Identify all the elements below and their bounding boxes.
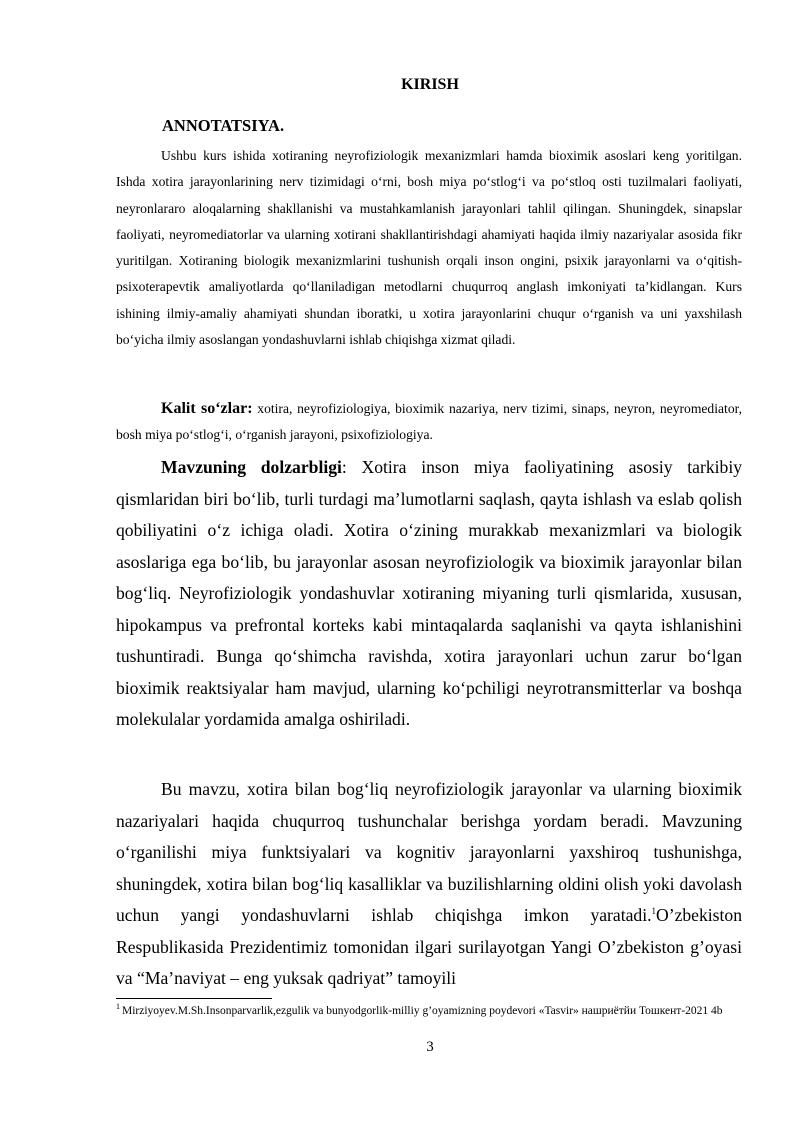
keywords-text: xotira, neyrofiziologiya, bioximik nazariya, nerv tizimi, sinaps, neyron, neyromediator, bosh miya poʻstlogʻi, oʻrganish jarayoni, psixofiziologiya. <box>116 401 742 443</box>
annotation-title: ANNOTATSIYA. <box>162 116 285 135</box>
footnote-separator <box>116 998 272 999</box>
relevance-paragraph <box>116 452 742 736</box>
topic-block <box>116 774 742 1005</box>
annotation-body <box>116 143 742 353</box>
footnote-mark: 1 <box>116 1002 120 1012</box>
keywords-label: Kalit soʻzlar: <box>161 400 253 417</box>
topic-text-before: Bu mavzu, xotira bilan bogʻliq neyrofiziologik jarayonlar va ularning bioximik nazariyalari haqida chuqurroq tushunchalar berishga yordam beradi. Mavzuning oʻrganilishi miya funktsiyalari va kognitiv jarayonlarni yaxshiroq tushunishga, shuningdek, xotira bilan bogʻliq kasalliklar va buzilishlarning oldini olish yoki davolash uchun yangi yondashuvlarni ishlab chiqishga imkon yaratadi. <box>116 779 742 925</box>
footnote <box>116 1003 746 1020</box>
topic-text-after: O’zbekiston Respublikasida Prezidentimiz tomonidan ilgari surilayotgan Yangi O’zbekiston g’oyasi va “Ma’naviyat – eng yuksak qadriyat” tamoyili <box>116 905 742 988</box>
relevance-label: Mavzuning dolzarbligi <box>161 457 342 477</box>
keywords-block <box>116 396 742 449</box>
keywords-paragraph <box>116 396 742 449</box>
annotation-paragraph: Ushbu kurs ishida xotiraning neyrofiziologik mexanizmlari hamda bioximik asoslari keng yoritilgan. Ishda xotira jarayonlarining nerv tizimidagi oʻrni, bosh miya poʻstlogʻi va poʻstloq osti tuzilmalari faoliyati, neyronlararo aloqalarning shakllanishi va mustahkamlanish jarayonlari tahlil qilingan. Shuningdek, sinapslar faoliyati, neyromediatorlar va ularning xotirani shakllantirishdagi ahamiyati haqida ilmiy nazariyalar asosida fikr yuritilgan. Xotiraning biologik mexanizmlarini tushunish orqali inson ongini, psixik jarayonlarni va oʻqitish-psixoterapevtik amaliyotlarda qoʻllaniladigan metodlarni chuqurroq anglash imkoniyati taʼkidlangan. Kurs ishining ilmiy-amaliy ahamiyati shundan iboratki, u xotira jarayonlarini chuqur oʻrganish va uni yaxshilash boʻyicha ilmiy asoslangan yondashuvlarni ishlab chiqishga xizmat qiladi. <box>116 148 742 348</box>
relevance-text: : Xotira inson miya faoliyatining asosiy tarkibiy qismlaridan biri boʻlib, turli turdagi maʼlumotlarni saqlash, qayta ishlash va eslab qolish qobiliyatini oʻz ichiga oladi. Xotira oʻzining murakkab mexanizmlari va biologik asoslariga ega boʻlib, bu jarayonlar asosan neyrofiziologik va bioximik jarayonlar bilan bogʻliq. Neyrofiziologik yondashuvlar xotiraning miyaning turli qismlarida, xususan, hipokampus va prefrontal korteks kabi mintaqalarda saqlanishi va qayta ishlanishini tushuntiradi. Bunga qoʻshimcha ravishda, xotira jarayonlari uchun zarur boʻlgan bioximik reaktsiyalar ham mavjud, ularning koʻpchiligi neyrotransmitterlar va boshqa molekulalar yordamida amalga oshiriladi. <box>116 457 743 729</box>
page-number: 3 <box>426 1039 434 1055</box>
topic-paragraph <box>116 774 742 995</box>
section-heading: KIRISH <box>401 76 459 93</box>
footnote-reference[interactable]: 1 <box>651 906 656 917</box>
footnote-text: Mirziyoyev.M.Sh.Insonparvarlik,ezgulik va bunyodgorlik-milliy g’oyamizning poydevori «Tasvir» нашриётйи Тошкент-2021 4b <box>122 1005 723 1017</box>
relevance-block <box>116 452 742 736</box>
